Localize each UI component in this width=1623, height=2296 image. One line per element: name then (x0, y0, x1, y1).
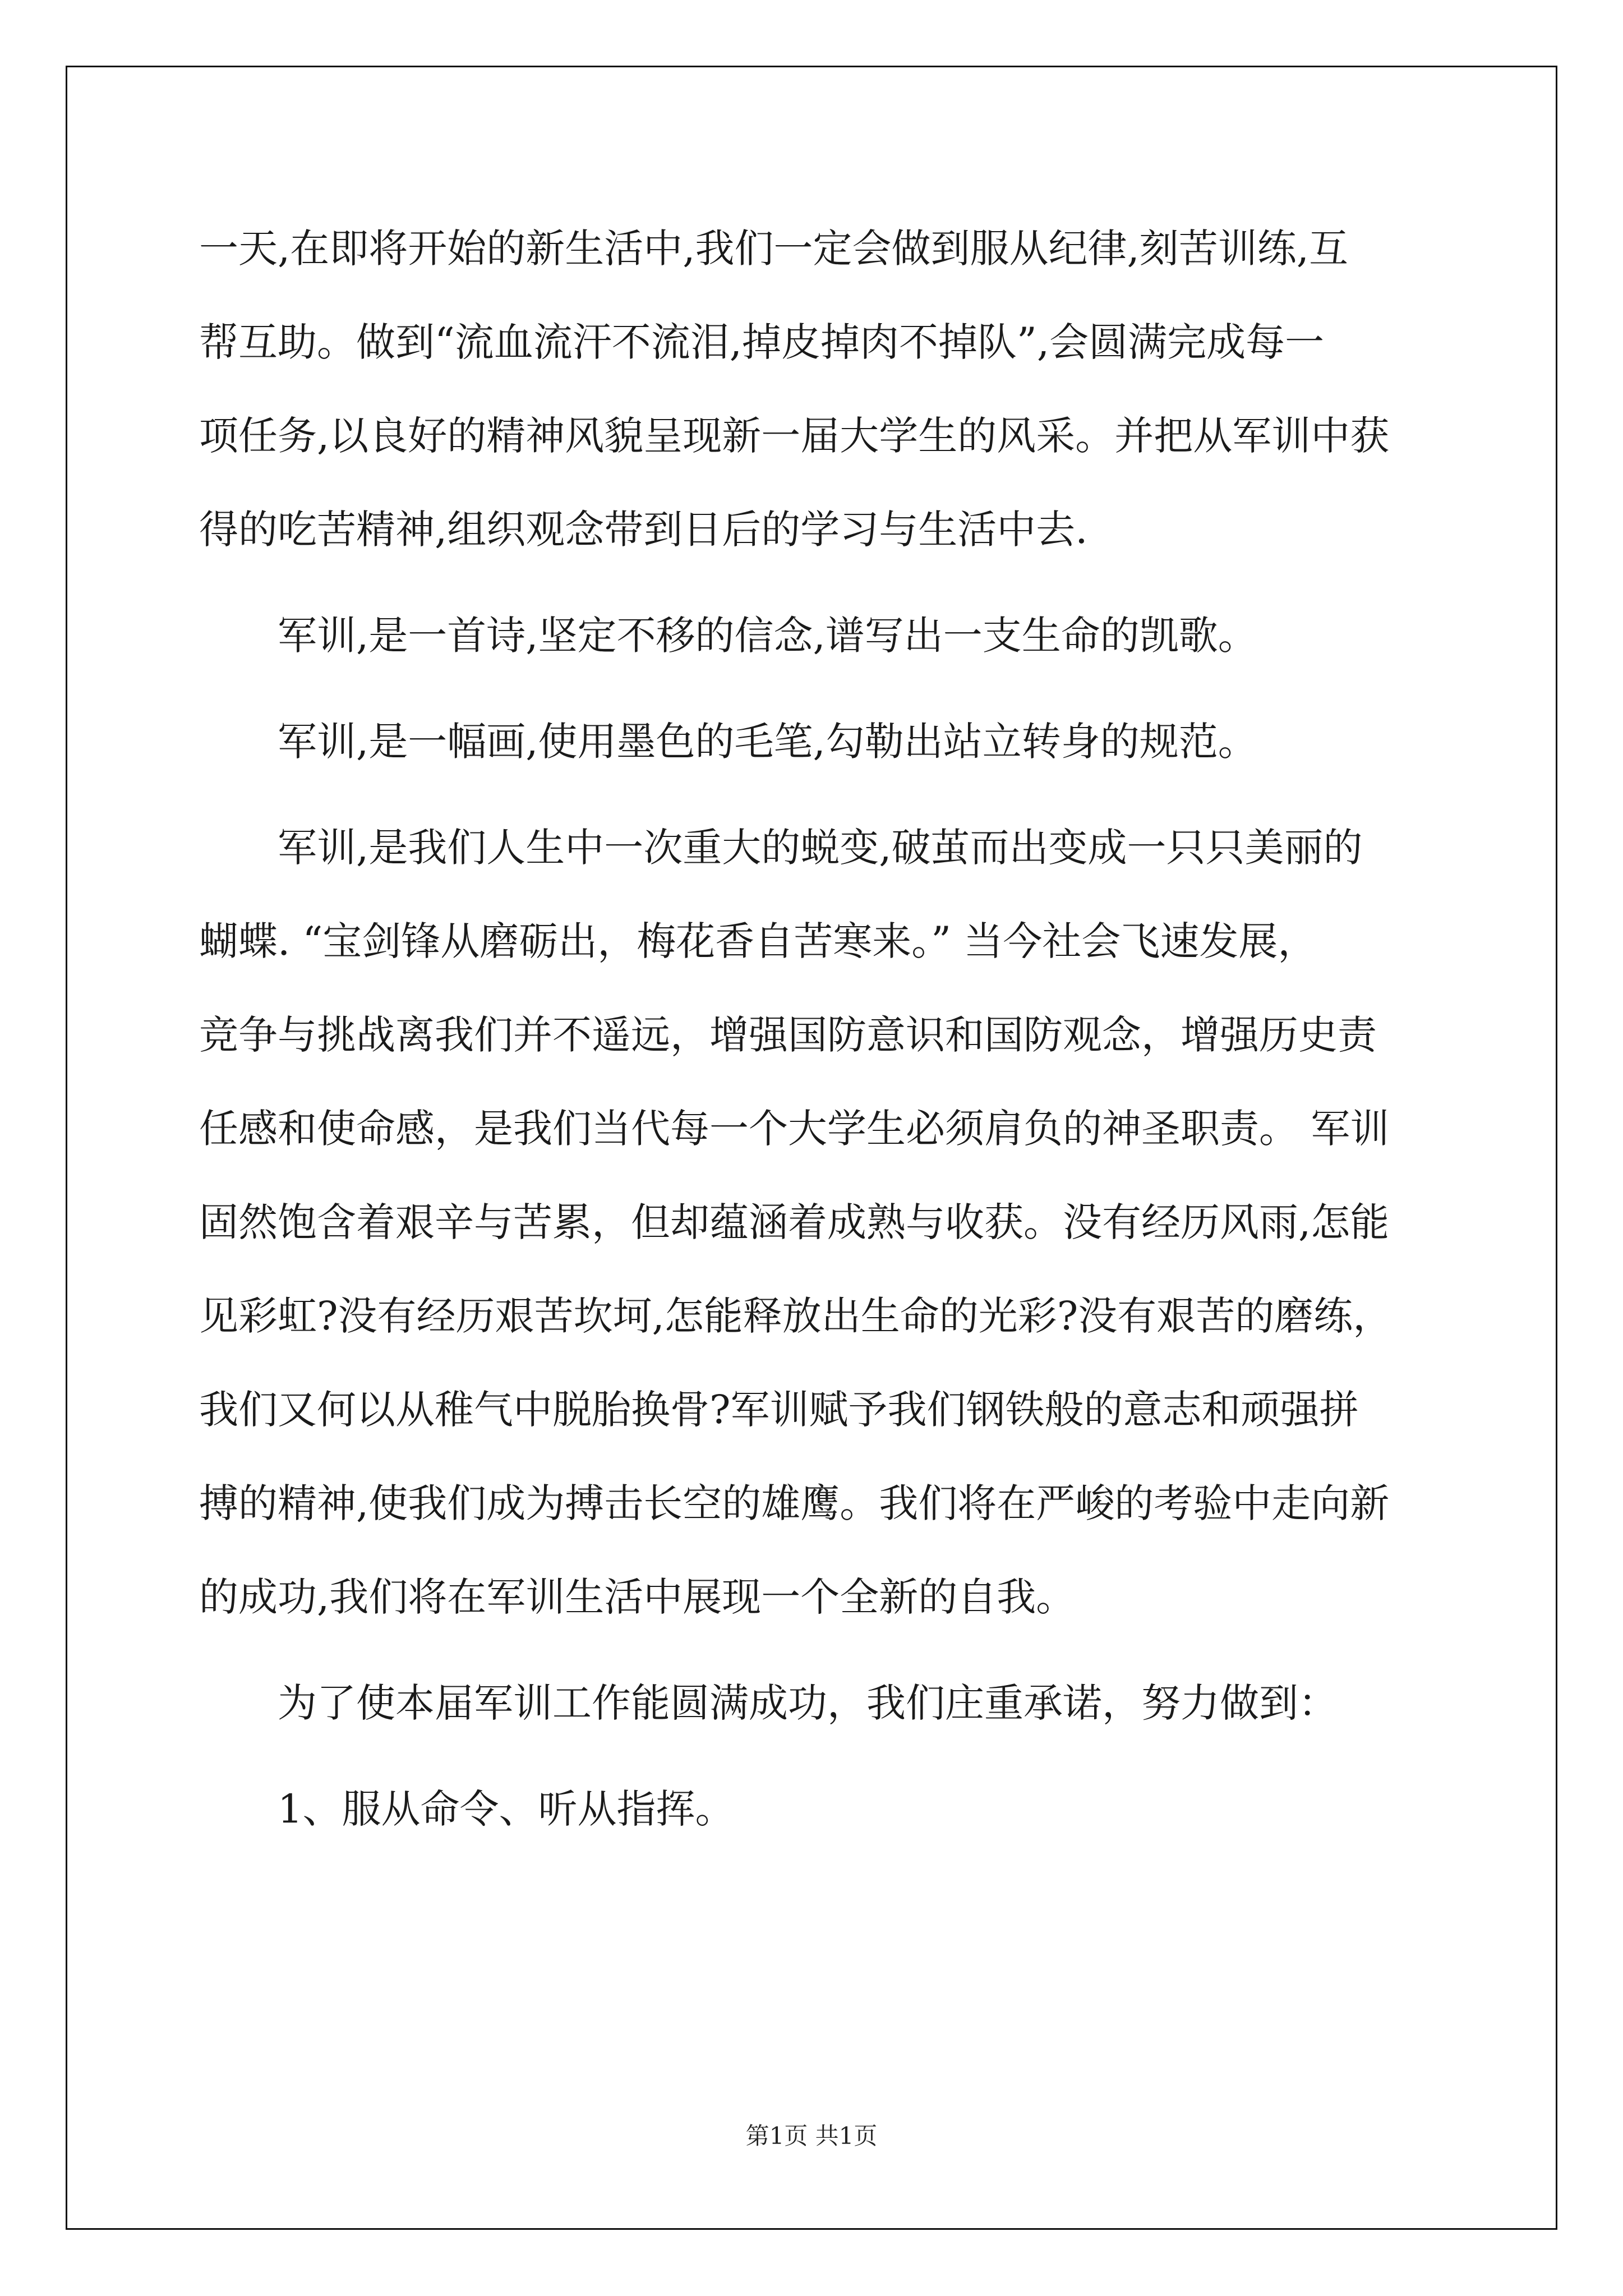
paragraph-line: 项任务,以良好的精神风貌呈现新一届大学生的风采。并把从军训中获 (199, 413, 1390, 459)
paragraph-line: 的成功,我们将在军训生活中展现一个全新的自我。 (199, 1574, 1076, 1620)
paragraph-line: 帮互助。做到“流血流汗不流泪,掉皮掉肉不掉队”,会圆满完成每一 (199, 319, 1325, 365)
paragraph-line: 固然饱含着艰辛与苦累，但却蕴涵着成熟与收获。没有经历风雨,怎能 (199, 1199, 1390, 1245)
paragraph-line: 军训,是一幅画,使用墨色的毛笔,勾勒出站立转身的规范。 (278, 719, 1257, 765)
paragraph-line: 竞争与挑战离我们并不遥远，增强国防意识和国防观念，增强历史责 (199, 1012, 1377, 1058)
paragraph-line: 军训,是一首诗,坚定不移的信念,谱写出一支生命的凯歌。 (278, 613, 1257, 659)
paragraph-line: 见彩虹?没有经历艰苦坎坷,怎能释放出生命的光彩?没有艰苦的磨练， (199, 1293, 1393, 1339)
page-footer: 第1页 共1页 (745, 2122, 878, 2150)
paragraph-line: 任感和使命感，是我们当代每一个大学生必须肩负的神圣职责。 军训 (199, 1106, 1390, 1152)
paragraph-line: 军训,是我们人生中一次重大的蜕变,破茧而出变成一只只美丽的 (278, 825, 1363, 871)
paragraph-line: 搏的精神,使我们成为搏击长空的雄鹰。我们将在严峻的考验中走向新 (199, 1480, 1390, 1526)
paragraph-line: 1、服从命令、听从指挥。 (278, 1786, 735, 1832)
document-body (199, 202, 1455, 1856)
paragraph-line: 得的吃苦精神,组织观念带到日后的学习与生活中去. (199, 507, 1088, 553)
paragraph-line: 蝴蝶. “宝剑锋从磨砺出，梅花香自苦寒来。” 当今社会飞速发展， (199, 918, 1317, 964)
paragraph-line: 为了使本届军训工作能圆满成功，我们庄重承诺，努力做到： (278, 1680, 1338, 1726)
paragraph-line: 一天,在即将开始的新生活中,我们一定会做到服从纪律,刻苦训练,互 (199, 226, 1349, 272)
paragraph-line: 我们又何以从稚气中脱胎换骨?军训赋予我们钢铁般的意志和顽强拼 (199, 1387, 1359, 1433)
